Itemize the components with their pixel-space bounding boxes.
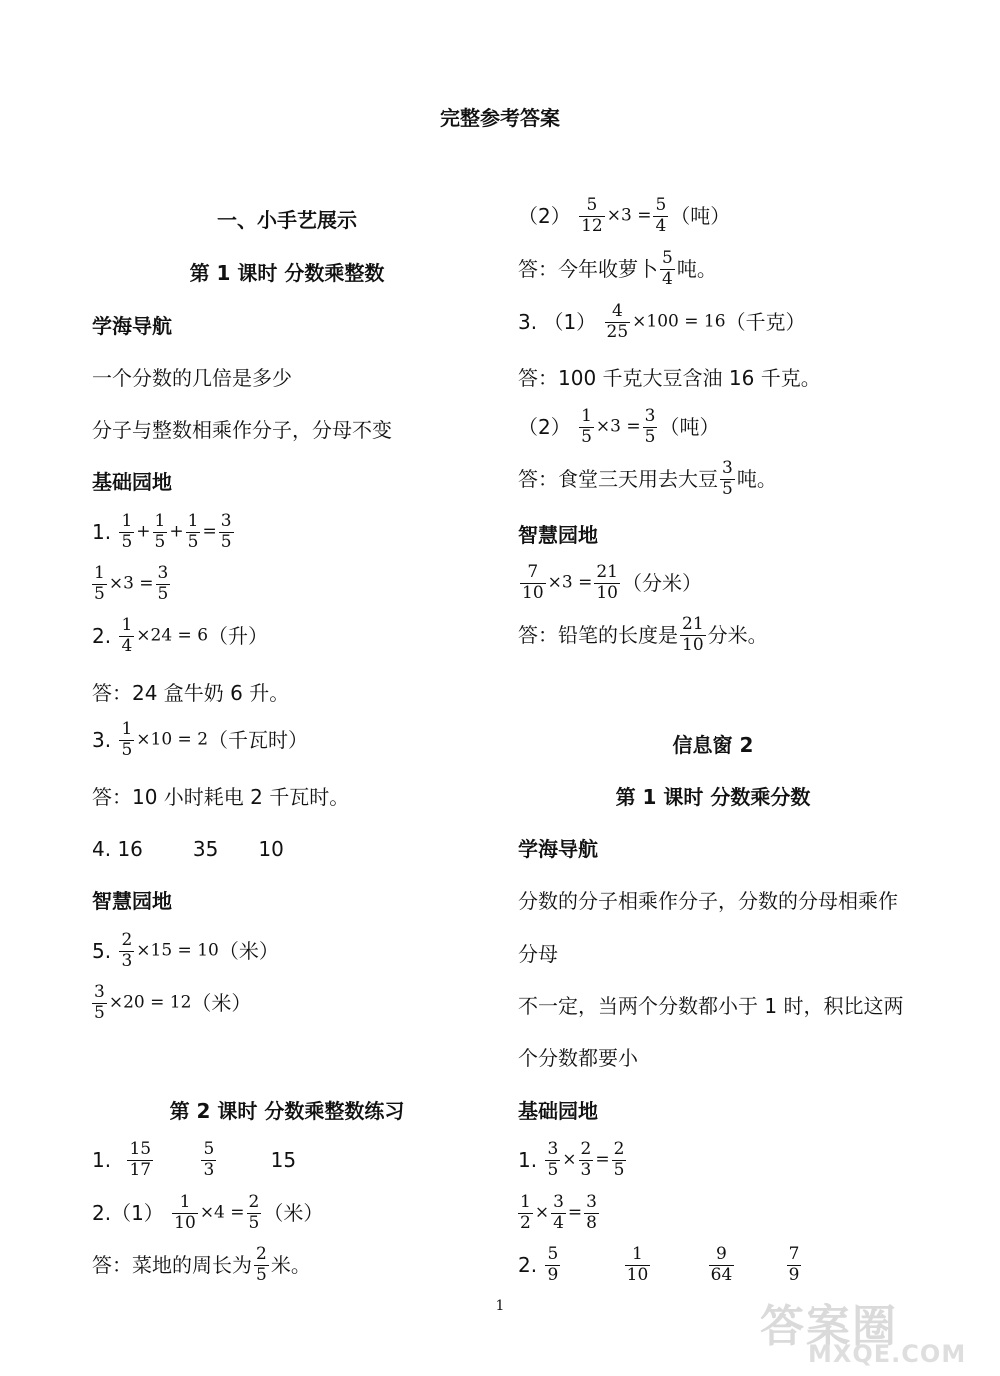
answer-text: 答：100 千克大豆含油 16 千克。 [518,366,821,390]
lesson-heading: 第 1 课时 分数乘分数 [615,785,811,809]
answer-text: 不一定，当两个分数都小于 1 时，积比这两 [518,994,904,1018]
answer-text: 个分数都要小 [518,1046,638,1070]
answer-text: 分母 [518,942,558,966]
section-heading-jichu: 基础园地 [518,1099,598,1123]
equation-row: $\frac{7}{10}$ ×3 = $\frac{21}{10}$ （分米） [522,562,702,603]
info-window-heading: 信息窗 2 [672,733,754,757]
answer-row: 答：铅笔的长度是 $\frac{21}{10}$ 分米。 [518,614,768,655]
equation-row: 3. （1） $\frac{4}{25}$ ×100 = 16（千克） [518,301,806,342]
page-title: 完整参考答案 [440,106,560,130]
equation-row: （2） $\frac{1}{5}$ ×3 = $\frac{3}{5}$ （吨） [518,406,720,447]
lesson-heading: 第 2 课时 分数乘整数练习 [169,1099,405,1123]
answer-row: 答：菜地的周长为 $\frac{2}{5}$ 米。 [92,1244,311,1285]
answer-row: 答：今年收萝卜 $\frac{5}{4}$ 吨。 [518,248,717,289]
watermark-logo [760,1290,990,1370]
section-heading-zhihui: 智慧园地 [518,523,598,547]
section-heading-zhihui: 智慧园地 [92,889,172,913]
answer-text: 一个分数的几倍是多少 [92,366,292,390]
equation-row: 3. $\frac{1}{5}$ ×10 = 2（千瓦时） [92,719,309,760]
equation-row: 2.（1） $\frac{1}{10}$ ×4 = $\frac{2}{5}$ （米） [92,1192,324,1233]
section-heading-xuehai: 学海导航 [518,837,598,861]
equation-row: 1. $\frac{3}{5}$ × $\frac{2}{3}$ = $\frac{2}{5}$ [518,1139,625,1180]
answer-row: 4. 16 35 10 [92,837,284,861]
watermark-url: MXQE.COM [808,1340,967,1368]
equation-row: 5. $\frac{2}{3}$ ×15 = 10（米） [92,930,279,971]
equation-row: 2. $\frac{1}{4}$ ×24 = 6（升） [92,615,269,656]
answer-text: 答：24 盒牛奶 6 升。 [92,681,290,705]
equation-row: 1. $\frac{1}{5}$ + $\frac{1}{5}$ + $\frac{1}{5}$ = $\frac{3}{5}$ [92,511,232,552]
answer-row: 1. $\frac{15}{17}$ $\frac{5}{3}$ 15 [92,1139,297,1180]
equation-row: $\frac{3}{5}$ ×20 = 12（米） [94,982,252,1023]
equation-row: $\frac{1}{2}$ × $\frac{3}{4}$ = $\frac{3}{8}$ [520,1192,597,1233]
section-heading-xuehai: 学海导航 [92,314,172,338]
answer-row: 2. $\frac{5}{9}$ $\frac{1}{10}$ $\frac{9}{64}$ $\frac{7}{9}$ [518,1244,800,1285]
equation-row: $\frac{1}{5}$ ×3 = $\frac{3}{5}$ [94,563,169,604]
watermark-text: 答案圈 [760,1301,898,1352]
equation-row: （2） $\frac{5}{12}$ ×3 = $\frac{5}{4}$ （吨） [518,195,731,236]
lesson-heading: 第 1 课时 分数乘整数 [189,261,385,285]
answer-row: 答：食堂三天用去大豆 $\frac{3}{5}$ 吨。 [518,458,777,499]
unit-heading: 一、小手艺展示 [217,208,357,232]
answer-text: 分数的分子相乘作分子，分数的分母相乘作 [518,889,898,913]
answer-text: 分子与整数相乘作分子，分母不变 [92,418,392,442]
page-number: 1 [495,1298,505,1314]
section-heading-jichu: 基础园地 [92,470,172,494]
answer-text: 答：10 小时耗电 2 千瓦时。 [92,785,350,809]
